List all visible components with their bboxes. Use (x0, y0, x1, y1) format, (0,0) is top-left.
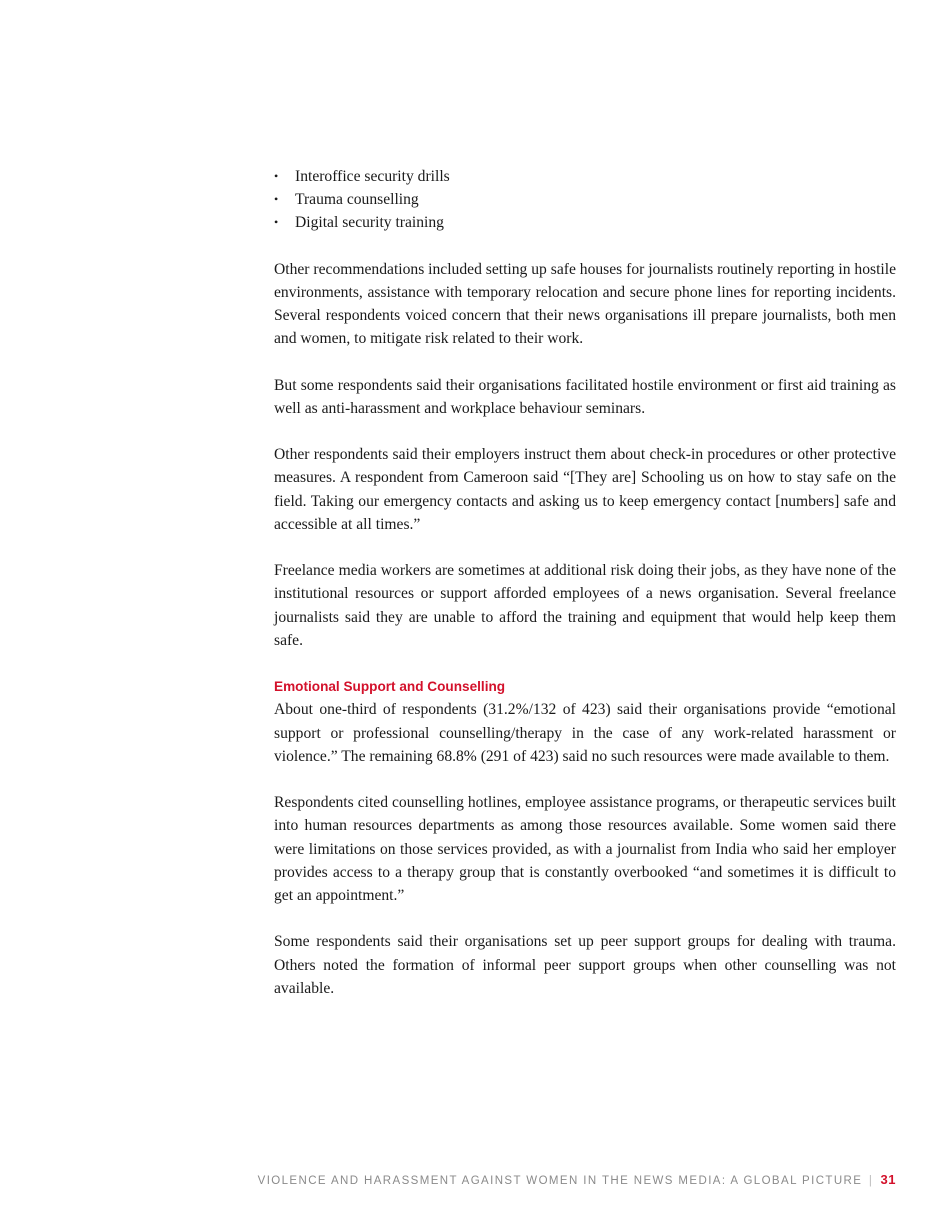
bullet-item: • Interoffice security drills (274, 165, 896, 188)
footer-separator: | (868, 1175, 872, 1187)
footer-title: VIOLENCE AND HARASSMENT AGAINST WOMEN IN THE NEWS MEDIA: A GLOBAL PICTURE (257, 1175, 863, 1187)
paragraph: Respondents cited counselling hotlines, employee assistance programs, or therapeutic services built into human resources departments as among those resources available. Some women said there were limitations on those services provided, as with a journalist from India who said her employer provides access to a therapy group that is constantly overbooked “and sometimes it is difficult to get an appointment.” (274, 794, 896, 905)
paragraph: Some respondents said their organisations set up peer support groups for dealing with trauma. Others noted the formation of informal peer support groups when other counselling was not available. (274, 933, 896, 997)
bullet-list (274, 165, 896, 235)
page-body (274, 165, 896, 1023)
page-number: 31 (880, 1172, 896, 1187)
paragraph: But some respondents said their organisations facilitated hostile environment or first aid training as well as anti-harassment and workplace behaviour seminars. (274, 376, 896, 417)
page-footer (258, 1170, 896, 1191)
paragraph: Other recommendations included setting up safe houses for journalists routinely reporting in hostile environments, assistance with temporary relocation and secure phone lines for reporting incidents. Several respondents voiced concern that their news organisations ill prepare journalists, both men and women, to mitigate risk related to their work. (274, 260, 896, 348)
paragraph: Other respondents said their employers instruct them about check-in procedures or other protective measures. A respondent from Cameroon said “[They are] Schooling us on how to stay safe on the field. Taking our emergency contacts and asking us to keep emergency contact [numbers] safe and accessible at all times.” (274, 446, 896, 533)
paragraph: Freelance media workers are sometimes at additional risk doing their jobs, as they have none of the institutional resources or support afforded employees of a news organisation. Several freelance journalists said they are unable to afford the training and equipment that would help keep them safe. (274, 562, 896, 649)
paragraph: About one-third of respondents (31.2%/132 of 423) said their organisations provide “emotional support or professional counselling/therapy in the case of any work-related harassment or violence.” The remaining 68.8% (291 of 423) said no such resources were made available to them. (274, 701, 896, 765)
bullet-item: • Trauma counselling (274, 188, 896, 211)
bullet-item: • Digital security training (274, 211, 896, 234)
section-heading: Emotional Support and Counselling (274, 679, 506, 695)
